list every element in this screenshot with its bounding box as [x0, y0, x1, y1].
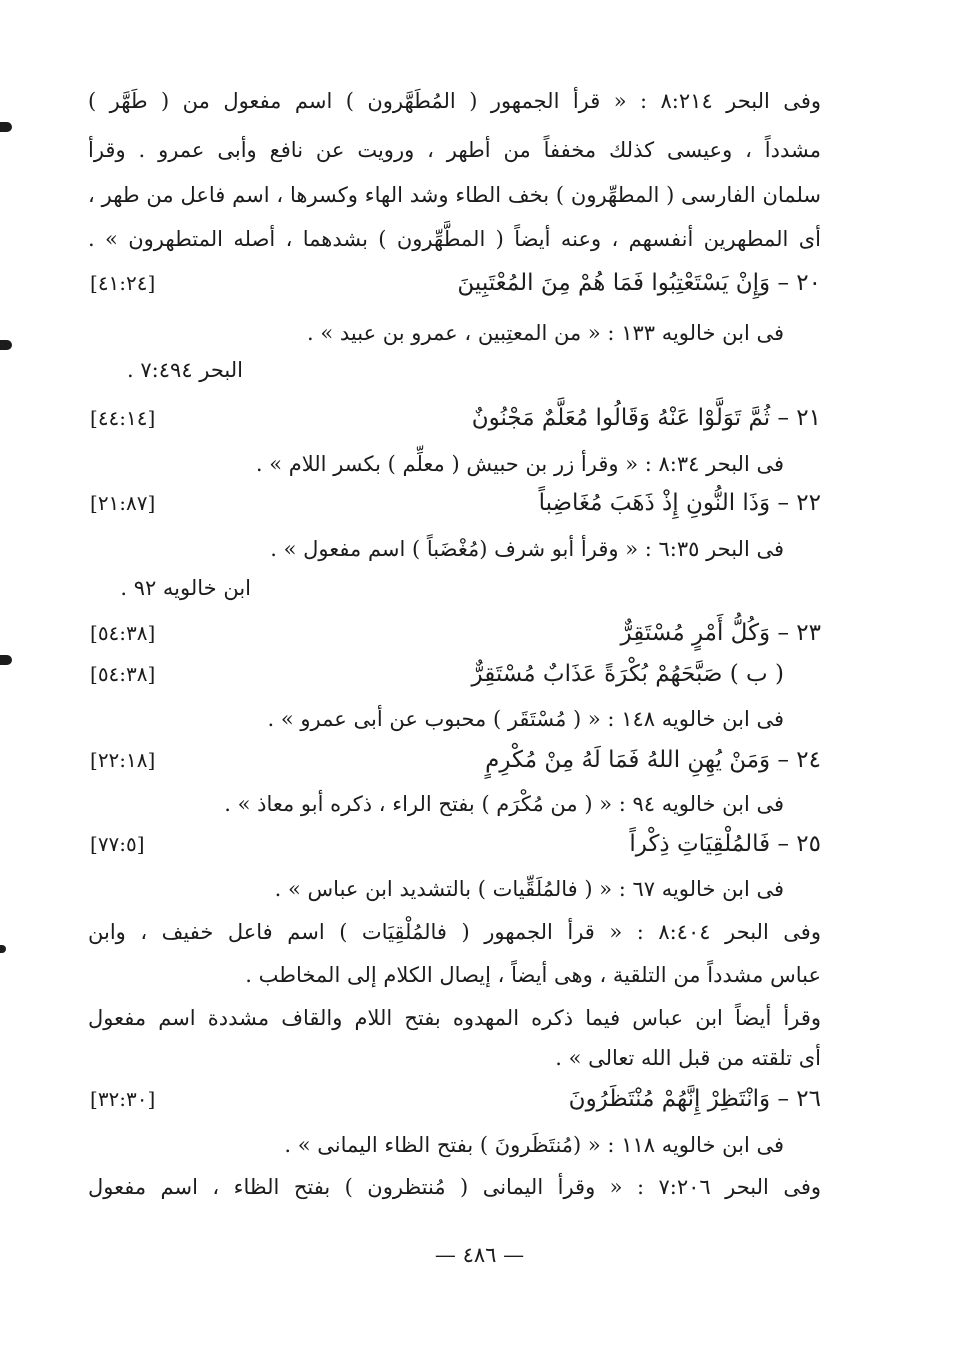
verse-reference: [٣٢:٣٠]: [90, 1087, 156, 1111]
verse-reference: [٧٧:٥]: [90, 832, 145, 856]
scan-edge-mark: [0, 340, 12, 350]
scan-edge-mark: [0, 655, 12, 665]
verse-reference: [٥٤:٣٨]: [90, 662, 156, 686]
citation-line: ابن خالويه ٩٢ .: [120, 576, 251, 600]
verse-line: ٢٦ – وَانْتَظِرْ إِنَّهُمْ مُنْتَظَرُونَ: [568, 1086, 821, 1112]
verse-line: ٢٥ – فَالمُلْقِيَاتِ ذِكْراً: [629, 831, 821, 857]
verse-line: ٢٤ – وَمَنْ يُهِنِ اللهُ فَمَا لَهُ مِنْ مُكْرِمٍ: [485, 747, 821, 773]
citation-line: فى ابن خالويه ١٤٨ : « ( مُسْتَقَر ) محبوب عن أبى عمرو » .: [267, 707, 784, 731]
verse-line: ( ب ) صَبَّحَهُمْ بُكْرَةً عَذَابٌ مُسْتَقِرٌّ: [471, 661, 784, 687]
page-number: — ٤٨٦ —: [434, 1243, 525, 1267]
text-line: أى تلقته من قبل الله تعالى » .: [555, 1046, 821, 1070]
citation-line: فى البحر ٨:٣٤ : « وقرأ زر بن حبيش ( معلِّم ) بكسر اللام » .: [255, 452, 784, 476]
text-line: أى المطهرين أنفسهم ، وعنه أيضاً ( المطَّهِّرون ) بشدهما ، أصله المتطهرون » .: [88, 227, 821, 251]
verse-line: ٢٢ – وَذَا النُّونِ إِذْ ذَهَبَ مُغَاضِباً: [538, 490, 821, 516]
citation-line: البحر ٧:٤٩٤ .: [127, 358, 243, 382]
text-line: وفى البحر ٨:٢١٤ : « قرأ الجمهور ( المُطَهَّرون ) اسم مفعول من ( طَهَّر ): [88, 89, 821, 113]
verse-reference: [٤٤:١٤]: [90, 406, 156, 430]
verse-line: ٢٣ – وَكُلُّ أَمْرٍ مُسْتَقِرٌّ: [620, 620, 821, 646]
verse-reference: [٤١:٢٤]: [90, 271, 156, 295]
verse-line: ٢١ – ثُمَّ تَوَلَّوْا عَنْهُ وَقَالُوا مُعَلَّمٌ مَجْنُونٌ: [471, 405, 821, 431]
scan-edge-mark: [0, 945, 6, 953]
verse-reference: [٢١:٨٧]: [90, 491, 156, 515]
citation-line: فى ابن خالويه ٦٧ : « ( فالمُلَقِّيات ) بالتشديد ابن عباس » .: [274, 877, 784, 901]
citation-line: فى ابن خالويه ٩٤ : « ( من مُكْرَم ) بفتح الراء ، ذكره أبو معاذ » .: [224, 792, 784, 816]
text-line: سلمان الفارسى ( المطهِّرون ) بخف الطاء وشد الهاء وكسرها ، اسم فاعل من طهر ،: [88, 183, 821, 207]
verse-reference: [٢٢:١٨]: [90, 748, 156, 772]
verse-reference: [٥٤:٣٨]: [90, 621, 156, 645]
text-line: عباس مشدداً من التلقية ، وهى أيضاً ، إيصال الكلام إلى المخاطب .: [245, 963, 821, 987]
text-line: وقرأ أيضاً ابن عباس فيما ذكره المهدوه بفتح اللام والقاف مشددة اسم مفعول: [88, 1006, 821, 1030]
text-line: وفى البحر ٧:٢٠٦ : « وقرأ اليمانى ( مُنتظرون ) بفتح الظاء ، اسم مفعول: [88, 1175, 822, 1199]
scan-edge-mark: [0, 122, 12, 132]
verse-line: ٢٠ – وَإِنْ يَسْتَعْتِبُوا فَمَا هُمْ مِنَ المُعْتَبِينَ: [457, 270, 821, 296]
text-line: وفى البحر ٨:٤٠٤ : « قرأ الجمهور ( فالمُلْقِيَات ) اسم فاعل خفيف ، وابن: [88, 920, 821, 944]
citation-line: فى ابن خالويه ١٣٣ : « من المعتِبين ، عمرو بن عبيد » .: [307, 321, 784, 345]
text-line: مشدداً ، وعيسى كذلك مخففاً من أطهر ، ورويت عن نافع وأبى عمرو . وقرأ: [88, 138, 821, 162]
citation-line: فى البحر ٦:٣٥ : « وقرأ أبو شرف (مُغْضَباً ) اسم مفعول » .: [270, 537, 784, 561]
citation-line: فى ابن خالويه ١١٨ : « (مُنتَظَرونَ ) بفتح الظاء اليمانى » .: [284, 1133, 784, 1157]
